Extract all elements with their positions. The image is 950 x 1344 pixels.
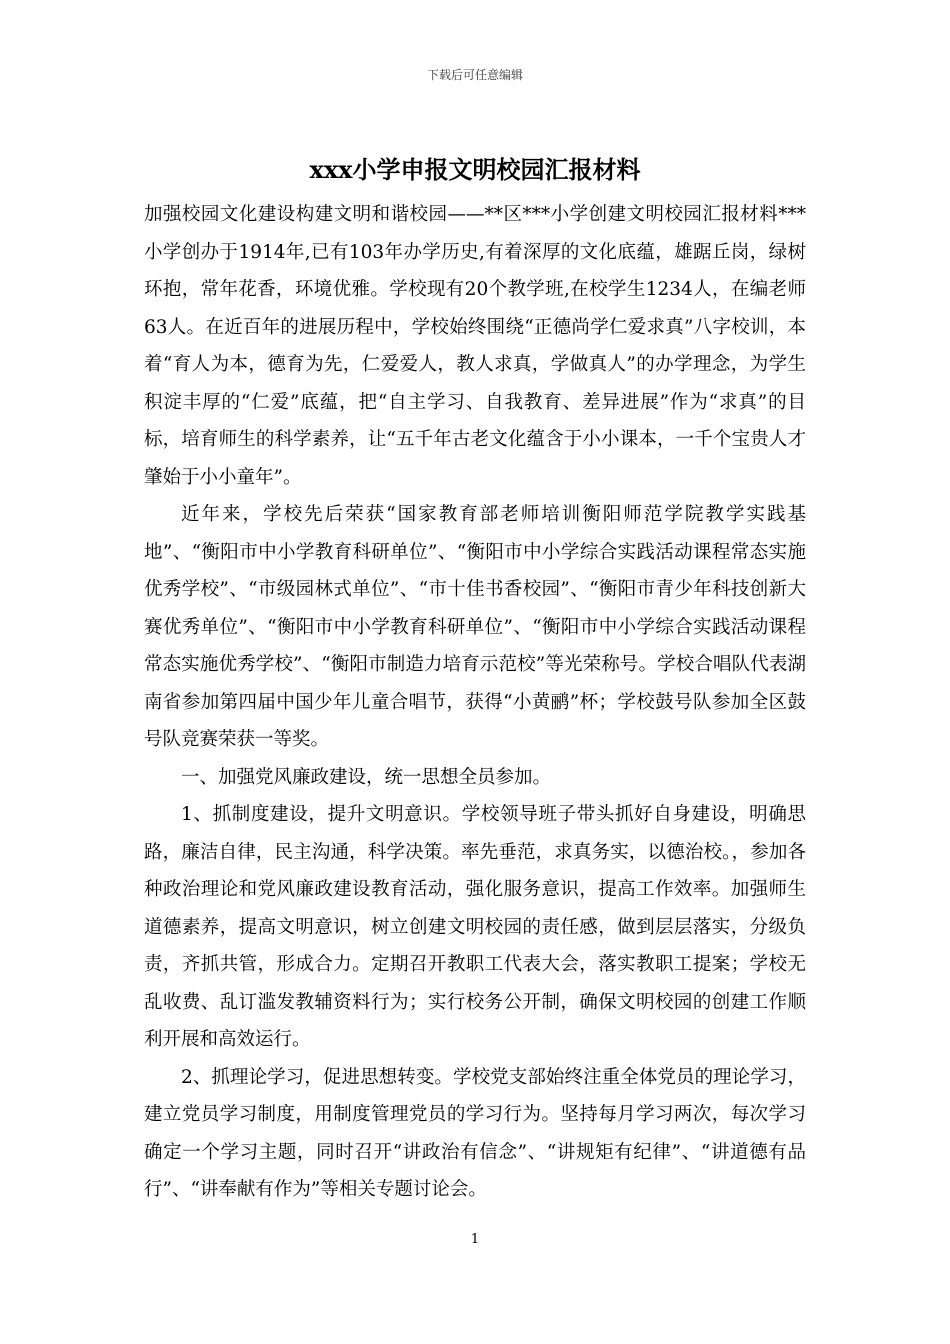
paragraph-theory-study: 2、抓理论学习，促进思想转变。学校党支部始终注重全体党员的理论学习，建立党员学习制度，用制度管理党员的学习行为。坚持每月学习两次，每次学习确定一个学习主题，同时召开“讲政治有信念”、“讲规矩有纪律”、“讲道德有品行”、“讲奉献有作为”等相关专题讨论会。 [144, 1066, 806, 1200]
paragraph-system-building: 1、抓制度建设，提升文明意识。学校领导班子带头抓好自身建设，明确思路，廉洁自律，民主沟通，科学决策。率先垂范，求真务实，以德治校。，参加各种政治理论和党风廉政建设教育活动，强化服务意识，提高工作效率。加强师生道德素养，提高文明意识，树立创建文明校园的责任感，做到层层落实，分级负责，齐抓共管，形成合力。定期召开教职工代表大会，落实教职工提案；学校无乱收费、乱订滥发教辅资料行为；实行校务公开制，确保文明校园的创建工作顺利开展和高效运行。 [144, 804, 806, 1050]
paragraph-intro: 加强校园文化建设构建文明和谐校园——**区***小学创建文明校园汇报材料***小学创办于1914年,已有103年办学历史,有着深厚的文化底蕴，雄踞丘岗，绿树环抱，常年花香，环境优雅。学校现有20个教学班,在校学生1234人，在编老师63人。在近百年的进展历程中，学校始终围绕“正德尚学仁爱求真”八字校训，本着“育人为本，德育为先，仁爱爱人，教人求真，学做真人”的办学理念，为学生积淀丰厚的“仁爱”底蕴，把“自主学习、自我教育、差异进展”作为“求真”的目标，培育师生的科学素养，让“五千年古老文化蕴含于小小课本，一千个宝贵人才肇始于小小童年”。 [144, 204, 806, 488]
section-heading-1: 一、加强党风廉政建设，统一思想全员参加。 [181, 766, 552, 788]
page-header-note: 下载后可任意编辑 [426, 68, 523, 82]
document-body [144, 196, 806, 1209]
paragraph-honors: 近年来，学校先后荣获“国家教育部老师培训衡阳师范学院教学实践基地”、“衡阳市中小学教育科研单位”、“衡阳市中小学综合实践活动课程常态实施优秀学校”、“市级园林式单位”、“市十佳书香校园”、“衡阳市青少年科技创新大赛优秀单位”、“衡阳市中小学教育科研单位”、“衡阳市中小学综合实践活动课程常态实施优秀学校”、“衡阳市制造力培育示范校”等光荣称号。学校合唱队代表湖南省参加第四届中国少年儿童合唱节，获得“小黄鹂”杯；学校鼓号队参加全区鼓号队竞赛荣获一等奖。 [144, 504, 806, 750]
page-number: 1 [470, 1232, 480, 1247]
document-title: xxx小学申报文明校园汇报材料 [309, 155, 641, 184]
